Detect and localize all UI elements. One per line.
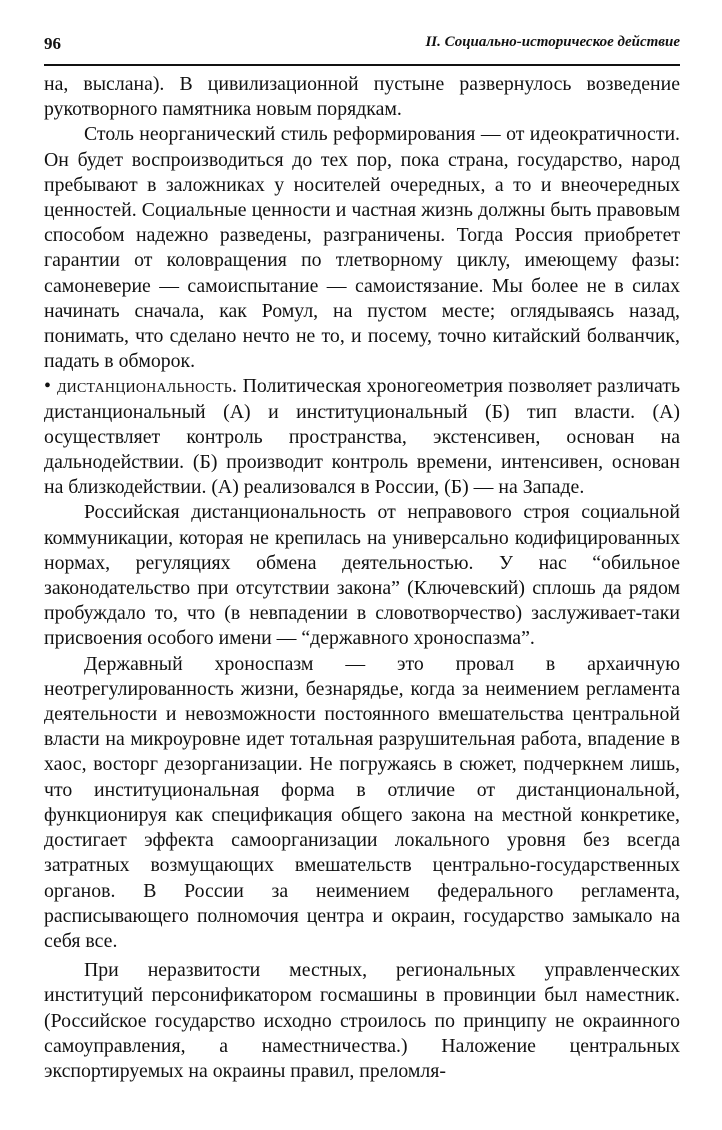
header-rule xyxy=(44,64,680,66)
paragraph: на, выслана). В цивилизационной пустыне развернулось возведение рукотворного памятника новым порядкам. xyxy=(44,73,680,121)
bullet-marker: • xyxy=(44,375,51,398)
paragraph: При неразвитости местных, региональных управленческих институций персонификатором госмашины в провинции был наместник. (Российское государство исходно строилось по принципу не окраинного самоуправления, а наместничества.) Наложение центральных экспортируемых на окраины правил, преломля- xyxy=(44,959,680,1082)
bullet-paragraph xyxy=(44,374,680,500)
running-header xyxy=(44,34,680,58)
paragraph: Российская дистанциональность от неправового строя социальной коммуникации, которая не крепилась на универсально кодифицированных нормах, регуляциях обмена деятельностью. У нас “обильное законодательство при отсутствии закона” (Ключевский) сплошь да рядом пробуждало то, что (в невпадении в словотворчество) заслуживает-таки присвоения особого имени — “державного хроноспазма”. xyxy=(44,501,680,650)
bullet-text: Политическая хроногеометрия позволяет различать дистанциональный (А) и институциональный (Б) тип власти. (А) осуществляет контроль пространства, экстенсивен, основан на дальнодействии. (Б) производит контроль времени, интенсивен, основан на близкодействии. (А) реализовался в России, (Б) — на Западе. xyxy=(44,375,680,499)
running-title: II. Социально-историческое действие xyxy=(425,34,680,50)
bullet-term: дистанциональность. xyxy=(56,375,238,398)
body-text xyxy=(44,72,680,1084)
paragraph: Державный хроноспазм — это провал в архаичную неотрегулированность жизни, безнарядье, когда за неимением регламента деятельности и невозможности постоянного вмешательства центральной власти на микроуровне идет тотальная разрушительная работа, впадение в хаос, восторг дезорганизации. Не погружаясь в сюжет, подчеркнем лишь, что институциональная форма в отличие от дистанциональной, функционируя как спецификация общего закона на местной конкретике, достигает эффекта самоорганизации локального уровня без всегда затратных возмущающих вмешательств центрально-государственных органов. В России за неимением федерального регламента, расписывающего полномочия центра и окраин, государство замыкало на себя все. xyxy=(44,652,680,952)
paragraph: Столь неорганический стиль реформирования — от идеократичности. Он будет воспроизводиться до тех пор, пока страна, государство, народ пребывают в заложниках у носителей очередных, а то и внеочередных ценностей. Социальные ценности и частная жизнь должны быть правовым способом надежно разведены, разграничены. Тогда Россия приобретет гарантии от коловращения по тлетворному циклу, имеющему фазы: самоневерие — самоиспытание — самоистязание. Мы более не в силах начинать сначала, как Ромул, на пустом месте; оглядываясь назад, понимать, что сделано нечто не то, и посему, точно китайский болванчик, падать в обморок. xyxy=(44,123,680,373)
page-number: 96 xyxy=(44,34,61,53)
